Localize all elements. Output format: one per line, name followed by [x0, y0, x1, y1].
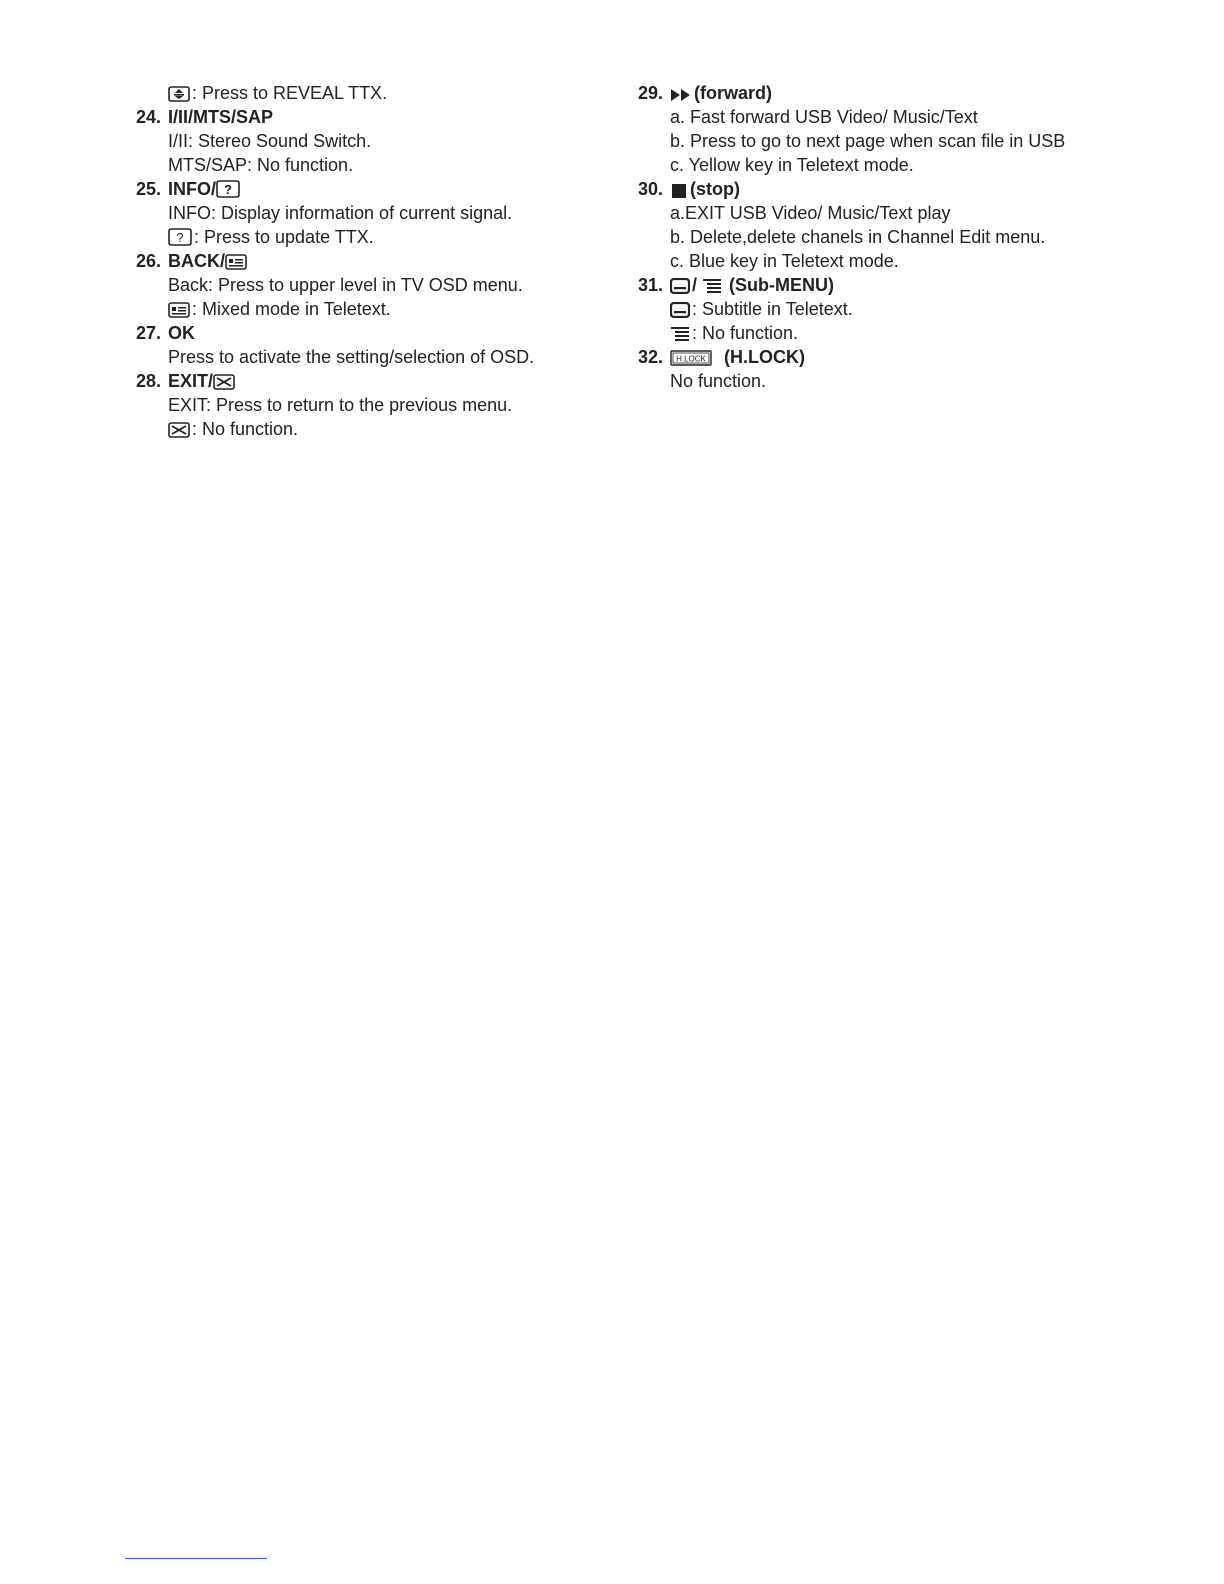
item-30-heading [638, 177, 1098, 201]
item-25-title: INFO/ [168, 179, 216, 199]
item-28-line-1: EXIT: Press to return to the previous menu. [168, 395, 513, 415]
item-28-title: EXIT/ [168, 371, 214, 391]
reveal-icon [168, 86, 190, 102]
submenu-lines-icon [670, 326, 690, 342]
item-27-title: OK [168, 323, 195, 343]
item-29-line-3: c. Yellow key in Teletext mode. [670, 155, 914, 175]
exit-x-icon [213, 374, 235, 390]
left-column [136, 81, 596, 441]
item-25-line-2 [136, 225, 596, 249]
item-30-line-3: c. Blue key in Teletext mode. [670, 251, 899, 271]
item-25-number: 25. [136, 179, 162, 199]
submenu-lines-icon [702, 278, 722, 294]
mix-icon [225, 254, 247, 270]
item-31-number: 31. [638, 275, 664, 295]
item-31-line-2-text: : No function. [692, 323, 799, 343]
item-25-heading [136, 177, 596, 201]
item-26-line-2 [136, 297, 596, 321]
item-25-line-1: INFO: Display information of current signal. [168, 203, 513, 223]
item-28-line-2-text: : No function. [192, 419, 299, 439]
item-31-line-1-text: : Subtitle in Teletext. [692, 299, 853, 319]
item-26-number: 26. [136, 251, 162, 271]
item-30-line-2: b. Delete,delete chanels in Channel Edit menu. [670, 227, 1046, 247]
reveal-text: : Press to REVEAL TTX. [192, 83, 388, 103]
item-24-title: I/II/MTS/SAP [168, 107, 274, 127]
item-27-heading [136, 321, 596, 345]
footer-rule [125, 1558, 267, 1559]
item-28-line-2 [136, 417, 596, 441]
item-30-title: (stop) [690, 179, 740, 199]
right-column [638, 81, 1098, 393]
hlock-button-label: H.LOCK [676, 354, 706, 364]
item-25-line-2-text: : Press to update TTX. [194, 227, 374, 247]
item-32-line-1: No function. [670, 371, 767, 391]
item-26-title: BACK/ [168, 251, 225, 271]
item-31-line-2 [638, 321, 1098, 345]
item-24-line-1: I/II: Stereo Sound Switch. [168, 131, 372, 151]
item-30-line-1: a.EXIT USB Video/ Music/Text play [670, 203, 951, 223]
item-31-line-1 [638, 297, 1098, 321]
item-26-line-1: Back: Press to upper level in TV OSD menu. [168, 275, 523, 295]
item-31-heading [638, 273, 1098, 297]
item-28-heading [136, 369, 596, 393]
item-31-slash: / [692, 275, 698, 295]
subtitle-icon [670, 278, 690, 294]
item-28-number: 28. [136, 371, 162, 391]
stop-square-icon [670, 184, 688, 198]
reveal-line [136, 81, 596, 105]
exit-x-icon [168, 422, 190, 438]
subtitle-icon [670, 302, 690, 318]
item-24-line-2: MTS/SAP: No function. [168, 155, 354, 175]
hlock-button-icon [670, 350, 712, 366]
item-31-title: (Sub-MENU) [729, 275, 835, 295]
info-question-icon [168, 228, 192, 246]
item-29-line-2: b. Press to go to next page when scan file in USB [670, 131, 1066, 151]
item-27-line-1: Press to activate the setting/selection of OSD. [168, 347, 535, 367]
item-29-number: 29. [638, 83, 664, 103]
item-30-number: 30. [638, 179, 664, 199]
item-24-heading [136, 105, 596, 129]
item-26-line-2-text: : Mixed mode in Teletext. [192, 299, 391, 319]
mix-icon [168, 302, 190, 318]
item-27-number: 27. [136, 323, 162, 343]
item-32-title: (H.LOCK) [724, 347, 805, 367]
item-29-heading [638, 81, 1098, 105]
fast-forward-icon [670, 88, 692, 102]
item-29-title: (forward) [694, 83, 772, 103]
item-32-number: 32. [638, 347, 664, 367]
item-26-heading [136, 249, 596, 273]
item-32-heading [638, 345, 1098, 369]
item-29-line-1: a. Fast forward USB Video/ Music/Text [670, 107, 978, 127]
info-question-icon [216, 180, 240, 198]
svg-text:?: ? [224, 182, 232, 197]
svg-text:?: ? [176, 230, 184, 245]
item-24-number: 24. [136, 107, 162, 127]
